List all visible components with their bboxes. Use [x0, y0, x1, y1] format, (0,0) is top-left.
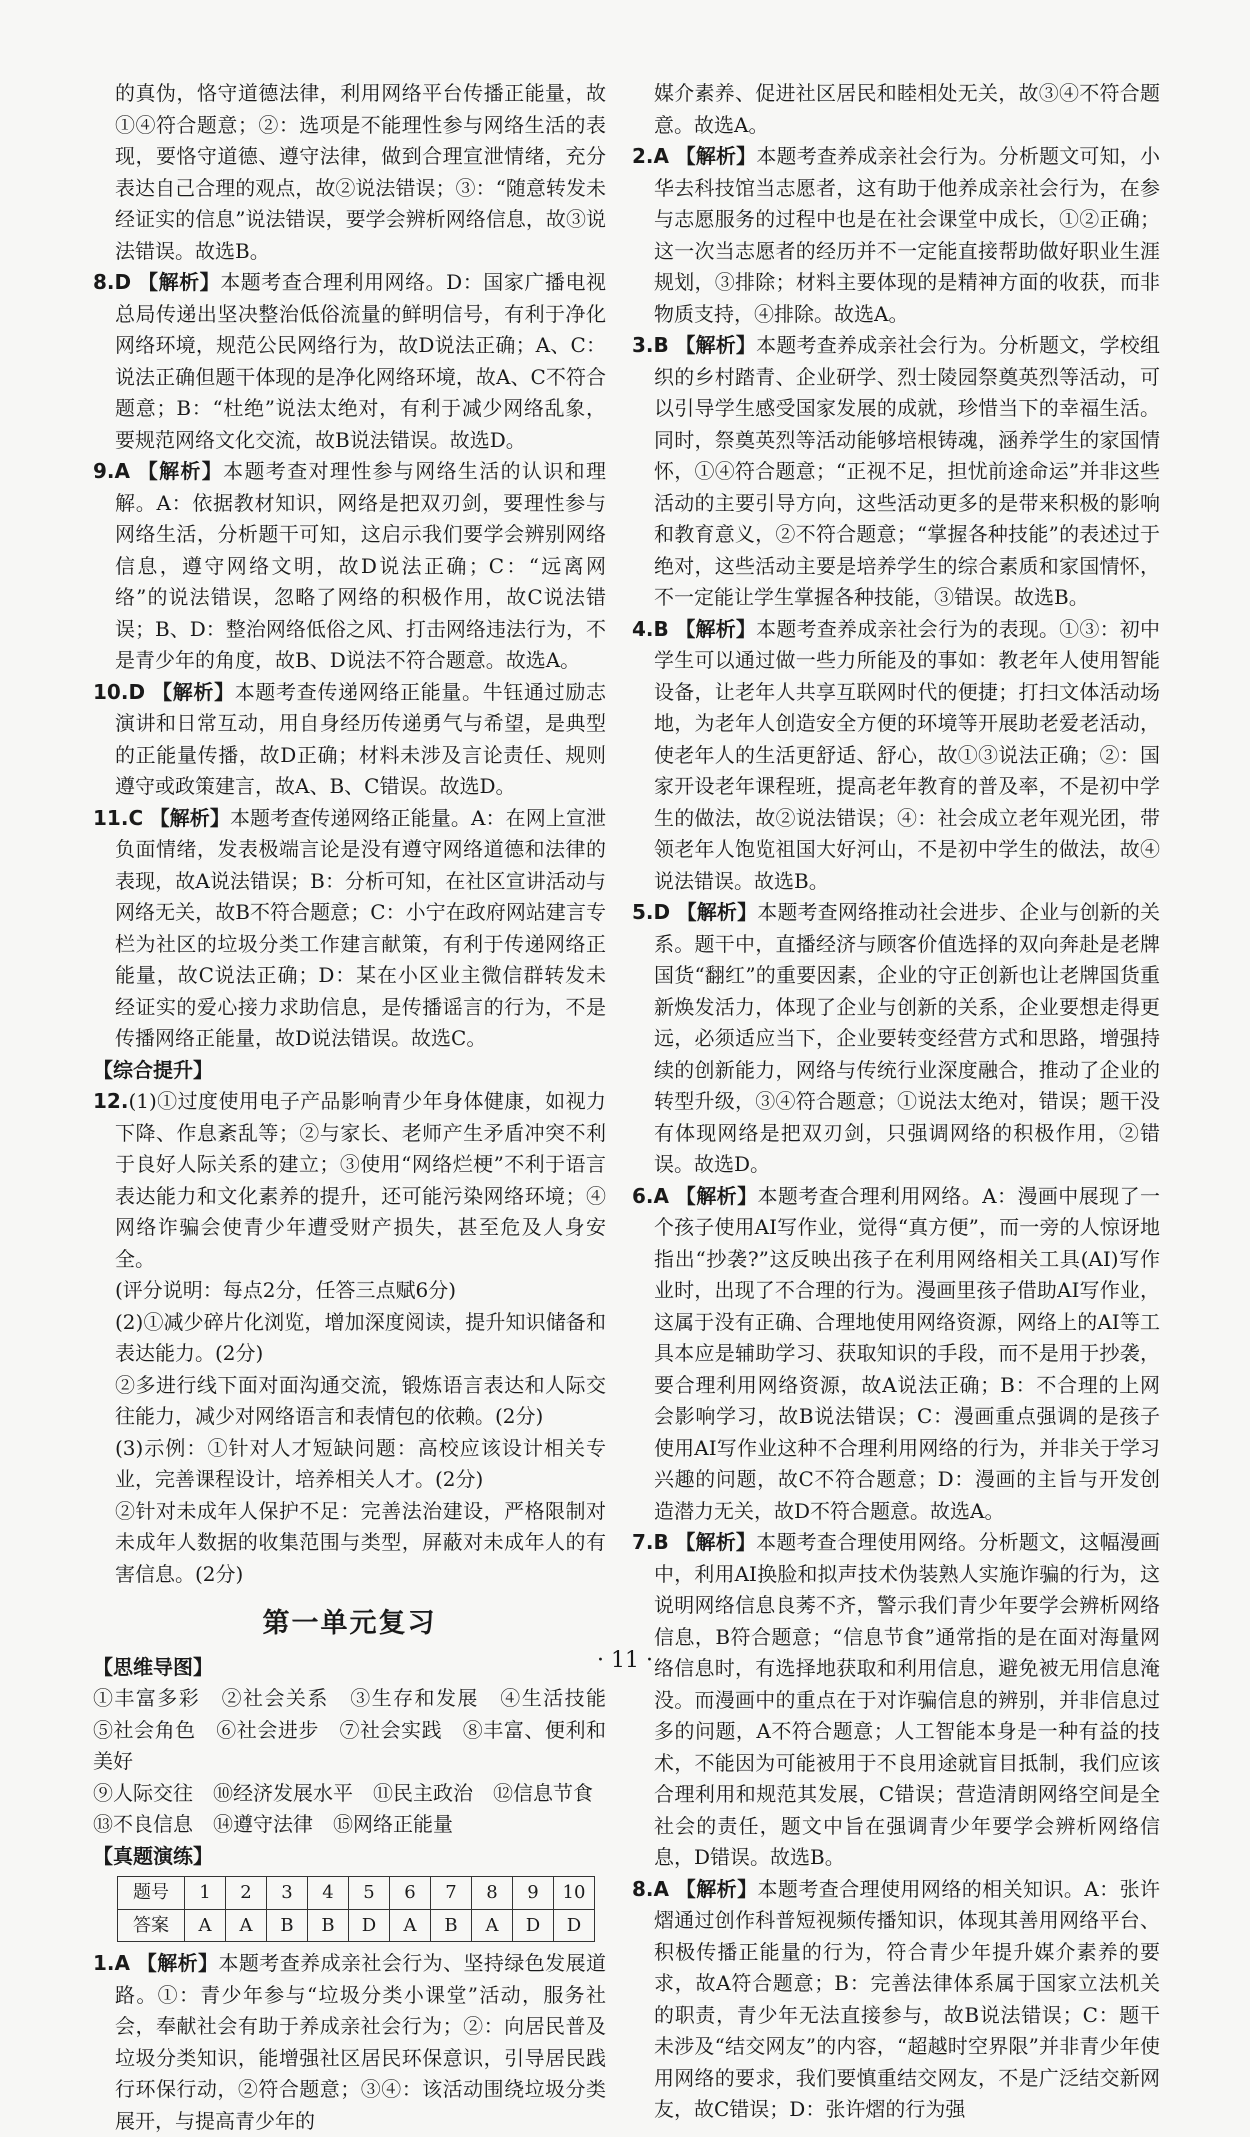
question-8: 8.D 【解析】本题考查合理利用网络。D：国家广播电视总局传递出坚决整治低俗流量的鲜明信号，有利于净化网络环境，规范公民网络行为，故D说法正确；A、C：说法正确但题干体现的是净化网络环境，故A、C不符合题意；B：“杜绝”说法太绝对，有利于减少网络乱象，要规范网络文化交流，故B说法错误。故选D。: [93, 270, 606, 452]
table-cell: A: [472, 1909, 513, 1942]
table-cell: A: [226, 1909, 267, 1942]
left-column: [93, 78, 626, 2137]
review-question-7: 7.B 【解析】本题考查合理使用网络。分析题文，这幅漫画中，利用AI换脸和拟声技术伪装熟人实施诈骗的行为，这说明网络信息良莠不齐，警示我们青少年要学会辨析网络信息，B符合题意；“信息节食”通常指的是在面对海量网络信息时，有选择地获取和利用信息，避免被无用信息淹没。而漫画中的重点在于对诈骗信息的辨别，并非信息过多的问题，A不符合题意；人工智能本身是一种有益的技术，不能因为可能被用于不良用途就盲目抵制，我们应该合理利用和规范其发展，C错误；营造清朗网络空间是全社会的责任，题文中旨在强调青少年要学会辨析网络信息，D错误。故选B。: [632, 1530, 1160, 1869]
unit-title: 第一单元复习: [262, 1608, 437, 1639]
question-12-part2a: (2)①减少碎片化浏览，增加深度阅读，提升知识储备和表达能力。(2分): [115, 1309, 606, 1365]
section-mindmap: 【思维导图】: [93, 1654, 213, 1679]
review-question-8: 8.A 【解析】本题考查合理使用网络的相关知识。A：张许熠通过创作科普短视频传播知识，体现其善用网络平台、积极传播正能量的行为，符合青少年提升媒介素养的要求，故A符合题意；B：完善法律体系属于国家立法机关的职责，青少年无法直接参与，故B说法错误；C：题干未涉及“结交网友”的内容，“超越时空界限”并非青少年使用网络的要求，我们要慎重结交网友，不是广泛结交新网友，故C错误；D：张许熠的行为强: [632, 1876, 1161, 2121]
table-cell: 8: [472, 1877, 513, 1910]
table-cell: D: [349, 1909, 390, 1942]
mindmap-line-2: ⑨人际交往 ⑩经济发展水平 ⑪民主政治 ⑫信息节食: [93, 1780, 593, 1805]
answer-table-row-answers: [118, 1909, 595, 1942]
table-cell: 3: [267, 1877, 308, 1910]
review-question-5: 5.D 【解析】本题考查网络推动社会进步、企业与创新的关系。题干中，直播经济与顾客价值选择的双向奔赴是老牌国货“翻红”的重要因素，企业的守正创新也让老牌国货重新焕发活力，体现了企业与创新的关系，企业要想走得更远，必须适应当下，企业要转变经营方式和思路，增强持续的创新能力，网络与传统行业深度融合，推动了企业的转型升级，③④符合题意；①说法太绝对，错误；题干没有体现网络是把双刃剑，只强调网络的积极作用，②错误。故选D。: [632, 900, 1161, 1176]
table-cell: 10: [554, 1877, 595, 1910]
page-number: · 11 ·: [597, 1648, 653, 1673]
answer-table: [117, 1876, 595, 1942]
table-cell: D: [554, 1909, 595, 1942]
review-question-2: 2.A 【解析】本题考查养成亲社会行为。分析题文可知，小华去科技馆当志愿者，这有助于他养成亲社会行为，在参与志愿服务的过程中也是在社会课堂中成长，①②正确；这一次当志愿者的经历并不一定能直接帮助做好职业生涯规划，③排除；材料主要体现的是精神方面的收获，而非物质支持，④排除。故选A。: [632, 144, 1161, 326]
paragraph-continued: 的真伪，恪守道德法律，利用网络平台传播正能量，故①④符合题意；②：选项是不能理性参与网络生活的表现，要恪守道德、遵守法律，做到合理宣泄情绪，充分表达自己合理的观点，故②说法错误；③：“随意转发未经证实的信息”说法错误，要学会辨析网络信息，故③说法错误。故选B。: [115, 81, 606, 263]
question-12-part1: 12.(1)①过度使用电子产品影响青少年身体健康，如视力下降、作息紊乱等；②与家长、老师产生矛盾冲突不利于良好人际关系的建立；③使用“网络烂梗”不利于语言表达能力和文化素养的提升，还可能污染网络环境；④网络诈骗会使青少年遭受财产损失，甚至危及人身安全。: [93, 1089, 606, 1271]
question-11: 11.C 【解析】本题考查传递网络正能量。A：在网上宣泄负面情绪，发表极端言论是没有遵守网络道德和法律的表现，故A说法错误；B：分析可知，在社区宣讲活动与网络无关，故B不符合题意；C：小宁在政府网站建言专栏为社区的垃圾分类工作建言献策，有利于传递网络正能量，故C说法正确；D：某在小区业主微信群转发未经证实的爱心接力求助信息，是传播谣言的行为，不是传播网络正能量，故D说法错误。故选C。: [93, 805, 606, 1050]
table-cell: B: [267, 1909, 308, 1942]
table-cell: 1: [185, 1877, 226, 1910]
review-question-3: 3.B 【解析】本题考查养成亲社会行为。分析题文，学校组织的乡村踏青、企业研学、烈士陵园祭奠英烈等活动，可以引导学生感受国家发展的成就，珍惜当下的幸福生活。同时，祭奠英烈等活动能够培根铸魂，涵养学生的家国情怀，①④符合题意；“正视不足，担忧前途命运”并非这些活动的主要引导方向，这些活动更多的是带来积极的影响和教育意义，②不符合题意；“掌握各种技能”的表述过于绝对，这些活动主要是培养学生的综合素质和家国情怀，不一定能让学生掌握各种技能，③错误。故选B。: [632, 333, 1160, 609]
table-cell: A: [185, 1909, 226, 1942]
section-real-exam: 【真题演练】: [93, 1843, 213, 1868]
table-cell: A: [390, 1909, 431, 1942]
review-question-6: 6.A 【解析】本题考查合理利用网络。A：漫画中展现了一个孩子使用AI写作业，觉得“真方便”，而一旁的人惊讶地指出“抄袭?”这反映出孩子在利用网络相关工具(AI)写作业时，出现了不合理的行为。漫画里孩子借助AI写作业，这属于没有正确、合理地使用网络资源，网络上的AI等工具本应是辅助学习、获取知识的手段，而不是用于抄袭，要合理利用网络资源，故A说法正确；B：不合理的上网会影响学习，故B说法错误；C：漫画重点强调的是孩子使用AI写作业这种不合理利用网络的行为，并非关于学习兴趣的问题，故C不符合题意；D：漫画的主旨与开发创造潜力无关，故D不符合题意。故选A。: [632, 1183, 1161, 1523]
question-12-part2b: ②多进行线下面对面沟通交流，锻炼语言表达和人际交往能力，减少对网络语言和表情包的依赖。(2分): [115, 1372, 606, 1428]
answer-table-row-numbers: [118, 1877, 595, 1910]
table-cell: B: [431, 1909, 472, 1942]
table-cell: 7: [431, 1877, 472, 1910]
right-column: [632, 78, 1160, 2126]
table-cell: D: [513, 1909, 554, 1942]
table-header-answer: 答案: [118, 1909, 185, 1942]
review-question-4: 4.B 【解析】本题考查养成亲社会行为的表现。①③：初中学生可以通过做一些力所能及的事如：教老年人使用智能设备，让老年人共享互联网时代的便捷；打扫文体活动场地，为老年人创造安全方便的环境等开展助老爱老活动，使老年人的生活更舒适、舒心，故①③说法正确；②：国家开设老年课程班，提高老年教育的普及率，不是初中学生的做法，故②说法错误；④：社会成立老年观光团，带领老年人饱览祖国大好河山，不是初中学生的做法，故④说法错误。故选B。: [632, 616, 1160, 893]
table-cell: 6: [390, 1877, 431, 1910]
table-cell: 9: [513, 1877, 554, 1910]
question-10: 10.D 【解析】本题考查传递网络正能量。牛钰通过励志演讲和日常互动，用自身经历传递勇气与希望，是典型的正能量传播，故D正确；材料未涉及言论责任、规则遵守或政策建言，故A、B、C错误。故选D。: [93, 679, 607, 798]
question-9: 9.A 【解析】本题考查对理性参与网络生活的认识和理解。A：依据教材知识，网络是把双刃剑，要理性参与网络生活，分析题干可知，这启示我们要学会辨别网络信息，遵守网络文明，故D说法正确；C：“远离网络”的说法错误，忽略了网络的积极作用，故C说法错误；B、D：整治网络低俗之风、打击网络违法行为，不是青少年的角度，故B、D说法不符合题意。故选A。: [93, 459, 607, 672]
table-cell: 5: [349, 1877, 390, 1910]
table-header-number: 题号: [118, 1877, 185, 1910]
question-12-note: (评分说明：每点2分，任答三点赋6分): [115, 1278, 457, 1302]
mindmap-line-3: ⑬不良信息 ⑭遵守法律 ⑮网络正能量: [93, 1812, 453, 1836]
table-cell: 4: [308, 1877, 349, 1910]
review-question-1: 1.A 【解析】本题考查养成亲社会行为、坚持绿色发展道路。①：青少年参与“垃圾分类小课堂”活动，服务社会，奉献社会有助于养成亲社会行为；②：向居民普及垃圾分类知识，能增强社区居民环保意识，引导居民践行环保行动，②符合题意；③④：该活动围绕垃圾分类展开，与提高青少年的: [93, 1951, 607, 2133]
question-12-part3b: ②针对未成年人保护不足：完善法治建设，严格限制对未成年人数据的收集范围与类型，屏蔽对未成年人的有害信息。(2分): [115, 1498, 606, 1586]
table-cell: 2: [226, 1877, 267, 1910]
table-cell: B: [308, 1909, 349, 1942]
mindmap-line-1: ①丰富多彩 ②社会关系 ③生存和发展 ④生活技能 ⑤社会角色 ⑥社会进步 ⑦社会实践 ⑧丰富、便利和美好: [93, 1686, 626, 1773]
paragraph-continued: 媒介素养、促进社区居民和睦相处无关，故③④不符合题意。故选A。: [654, 81, 1160, 137]
section-comprehensive: 【综合提升】: [93, 1057, 213, 1082]
question-12-part3a: (3)示例：①针对人才短缺问题：高校应该设计相关专业，完善课程设计，培养相关人才。(2分): [115, 1435, 606, 1491]
